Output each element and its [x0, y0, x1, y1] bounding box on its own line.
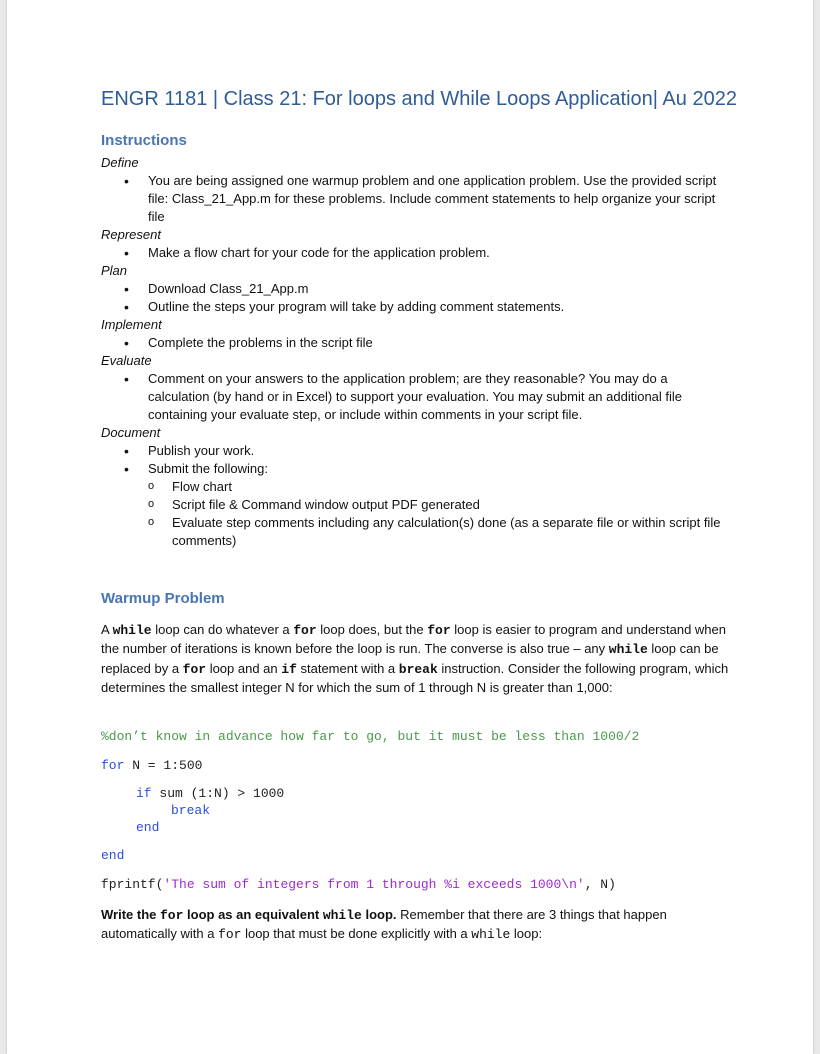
code-keyword: if	[136, 786, 152, 802]
final-keyword: while	[322, 908, 362, 924]
final-mono: for	[218, 927, 242, 943]
final-bold	[101, 907, 397, 922]
para-text: loop can do whatever a	[151, 622, 294, 637]
final-paragraph	[101, 906, 731, 945]
para-keyword: for	[182, 661, 207, 677]
code-text: N = 1:500	[124, 758, 203, 774]
para-text: loop does, but the	[316, 622, 428, 637]
document-sub-bullet: o Flow chart	[172, 478, 731, 496]
represent-list	[101, 244, 731, 262]
code-comment: %don’t know in advance how far to go, but it must be less than 1000/2	[101, 729, 640, 745]
final-bold-text: loop as an equivalent	[183, 907, 323, 923]
define-list	[101, 172, 731, 226]
define-bullet: • You are being assigned one warmup problem and one application problem. Use the provided script file: Class_21_App.m for these problems. Include comment statements to help organize your script file	[148, 172, 731, 226]
para-keyword: while	[112, 623, 152, 638]
warmup-paragraph	[101, 621, 731, 697]
final-bold-text: Write the	[101, 907, 160, 923]
para-text: A	[101, 622, 113, 637]
final-text: loop:	[510, 926, 543, 942]
code-block	[101, 728, 731, 893]
document-page	[7, 0, 813, 1054]
warmup-heading: Warmup Problem	[101, 590, 225, 607]
code-end-outer: end	[101, 848, 125, 864]
para-keyword: while	[608, 642, 648, 658]
page-content	[101, 86, 737, 945]
instructions-heading: Instructions	[101, 132, 187, 149]
document-sub-list	[148, 478, 731, 550]
section-implement-label: Implement	[101, 317, 162, 332]
code-text: sum (1:N) > 1000	[151, 786, 285, 802]
represent-bullet: • Make a flow chart for your code for the application problem.	[148, 244, 731, 262]
code-string: 'The sum of integers from 1 through %i exceeds 1000\n'	[163, 877, 585, 893]
page-title: ENGR 1181 | Class 21: For loops and While Loops Application| Au 2022	[101, 88, 737, 110]
document-list	[101, 442, 731, 550]
document-bullet-text: Submit the following:	[148, 461, 268, 476]
code-text: , N)	[584, 877, 616, 893]
section-represent-label: Represent	[101, 227, 161, 242]
code-for-line	[101, 757, 731, 774]
code-keyword: for	[101, 758, 125, 774]
final-text: loop that must be done explicitly with a	[241, 926, 472, 942]
plan-bullet: • Outline the steps your program will take by adding comment statements.	[148, 298, 731, 316]
code-if-line	[101, 785, 731, 802]
para-text: statement with a	[296, 660, 399, 676]
implement-list	[101, 334, 731, 352]
implement-bullet: • Complete the problems in the script file	[148, 334, 731, 352]
final-text: Remember that there are 3 things that happen automatically with a	[101, 907, 667, 942]
document-sub-bullet: o Evaluate step comments including any calculation(s) done (as a separate file or within script file comments)	[172, 514, 731, 550]
para-keyword: if	[281, 661, 297, 677]
plan-list	[101, 280, 731, 316]
para-keyword: for	[427, 623, 451, 638]
document-bullet-with-sublist	[148, 460, 731, 550]
para-keyword: break	[398, 661, 438, 677]
code-break-line: break	[171, 803, 211, 819]
section-document-label: Document	[101, 425, 161, 440]
final-keyword: for	[160, 908, 184, 924]
final-mono: while	[471, 927, 511, 943]
para-text: loop is easier to program and understand when the number of iterations is known before the loop is run. The converse is also true – any	[101, 622, 726, 657]
spacer	[101, 550, 731, 589]
section-evaluate-label: Evaluate	[101, 353, 152, 368]
code-end-inner: end	[136, 820, 160, 836]
code-fprintf-line	[101, 876, 731, 893]
section-define-label: Define	[101, 155, 139, 170]
para-text: loop and an	[206, 660, 282, 676]
para-text: loop can be replaced by a	[101, 641, 719, 676]
final-bold-text: loop.	[361, 907, 397, 923]
plan-bullet: • Download Class_21_App.m	[148, 280, 731, 298]
section-plan-label: Plan	[101, 263, 128, 278]
code-text: fprintf(	[101, 877, 164, 893]
evaluate-list	[101, 370, 731, 424]
document-bullet: • Publish your work.	[148, 442, 731, 460]
document-sub-bullet: o Script file & Command window output PDF generated	[172, 496, 731, 514]
para-keyword: for	[293, 623, 317, 638]
evaluate-bullet: • Comment on your answers to the application problem; are they reasonable? You may do a calculation (by hand or in Excel) to support your evaluation. You may submit an additional file containing your evaluate step, or include within comments in your script file.	[148, 370, 731, 424]
para-text: instruction. Consider the following program, which determines the smallest integer N for which the sum of 1 through N is greater than 1,000:	[101, 660, 729, 695]
